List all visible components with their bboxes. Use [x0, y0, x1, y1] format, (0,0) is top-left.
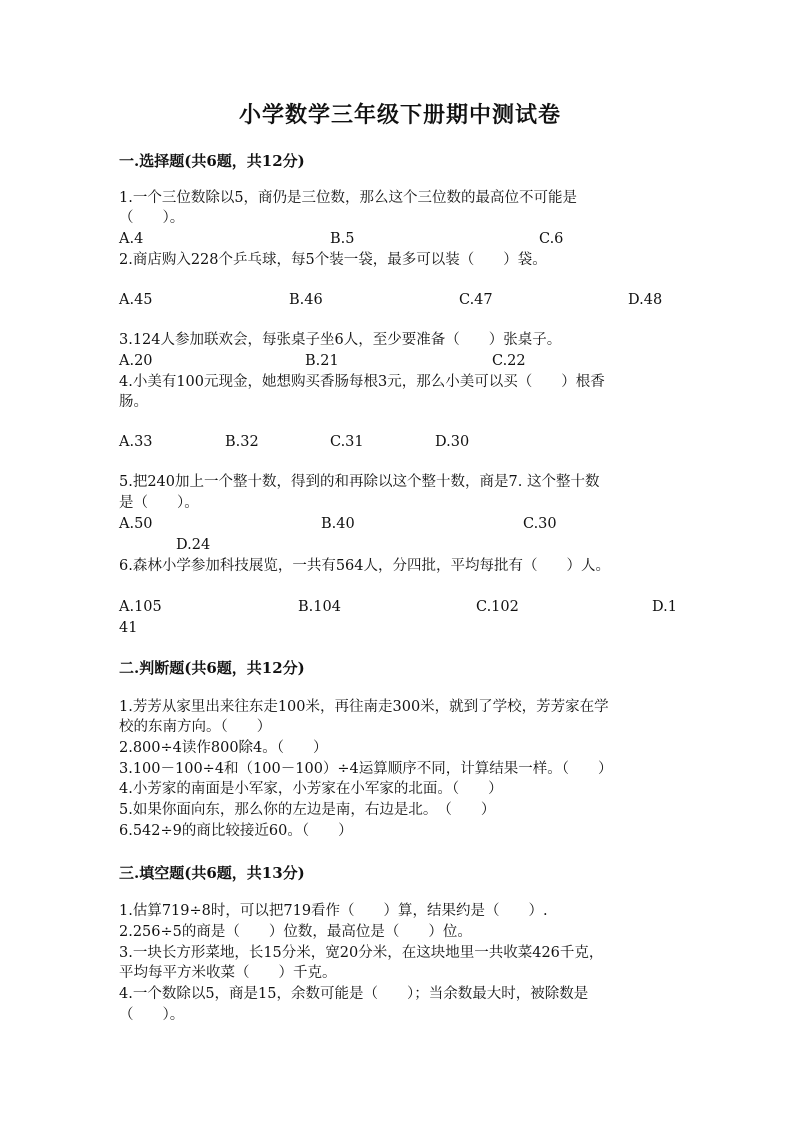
q5-option-d: D.24: [176, 537, 211, 553]
q1-option-a: A.4: [119, 231, 144, 247]
q1-option-c: C.6: [539, 231, 564, 247]
q2-option-d: D.48: [628, 292, 663, 308]
q3-option-c: C.22: [492, 353, 526, 369]
q6-text: 6.森林小学参加科技展览，一共有564人，分四批，平均每批有（ ）人。: [119, 558, 611, 574]
q2-option-c: C.47: [459, 292, 493, 308]
fill-4-cont: （ ）。: [119, 1007, 185, 1023]
section-heading-judge: 二.判断题(共6题，共12分): [119, 659, 305, 677]
q5-option-b: B.40: [321, 516, 355, 532]
q6-option-a: A.105: [119, 599, 162, 615]
q6-option-c: C.102: [476, 599, 519, 615]
judge-4: 4.小芳家的南面是小军家，小芳家在小军家的北面。（ ）: [119, 781, 503, 797]
q6-option-b: B.104: [298, 599, 341, 615]
q4-option-a: A.33: [119, 434, 153, 450]
q4-text-cont: 肠。: [119, 394, 148, 410]
judge-6: 6.542÷9的商比较接近60。（ ）: [119, 823, 353, 839]
fill-1: 1.估算719÷8时，可以把719看作（ ）算，结果约是（ ）.: [119, 903, 548, 919]
judge-1-cont: 校的东南方向。（ ）: [119, 719, 272, 735]
q5-text: 5.把240加上一个整十数，得到的和再除以这个整十数，商是7. 这个整十数: [119, 474, 600, 490]
section-heading-choice: 一.选择题(共6题，共12分): [119, 152, 305, 170]
q1-text: 1.一个三位数除以5，商仍是三位数，那么这个三位数的最高位不可能是: [119, 190, 578, 206]
q3-option-b: B.21: [305, 353, 339, 369]
q4-option-b: B.32: [225, 434, 259, 450]
fill-2: 2.256÷5的商是（ ）位数，最高位是（ ）位。: [119, 924, 472, 940]
judge-3: 3.100－100÷4和（100－100）÷4运算顺序不同，计算结果一样。（ ）: [119, 761, 613, 777]
fill-3-cont: 平均每平方米收菜（ ）千克。: [119, 965, 337, 981]
judge-2: 2.800÷4读作800除4。（ ）: [119, 740, 328, 756]
q1-option-b: B.5: [330, 231, 355, 247]
q3-option-a: A.20: [119, 353, 153, 369]
q5-option-a: A.50: [119, 516, 153, 532]
fill-4: 4.一个数除以5，商是15，余数可能是（ ）；当余数最大时，被除数是: [119, 986, 589, 1002]
q4-option-d: D.30: [435, 434, 470, 450]
judge-5: 5.如果你面向东，那么你的左边是南，右边是北。 （ ）: [119, 802, 496, 818]
q5-option-c: C.30: [523, 516, 557, 532]
q2-option-b: B.46: [289, 292, 323, 308]
q2-text: 2.商店购入228个乒乓球，每5个装一袋，最多可以装（ ）袋。: [119, 252, 547, 268]
q6-option-d-cont: 41: [119, 620, 138, 636]
fill-3: 3.一块长方形菜地，长15分米，宽20分米，在这块地里一共收菜426千克，: [119, 945, 604, 961]
exam-title: 小学数学三年级下册期中测试卷: [238, 102, 561, 128]
q2-option-a: A.45: [119, 292, 153, 308]
q3-text: 3.124人参加联欢会，每张桌子坐6人，至少要准备（ ）张桌子。: [119, 332, 562, 348]
q5-text-cont: 是（ ）。: [119, 495, 199, 511]
q4-option-c: C.31: [330, 434, 364, 450]
judge-1: 1.芳芳从家里出来往东走100米，再往南走300米，就到了学校，芳芳家在学: [119, 699, 609, 715]
section-heading-fill: 三.填空题(共6题，共13分): [119, 864, 305, 882]
q6-option-d: D.1: [652, 599, 677, 615]
q1-text-cont: （ ）。: [119, 210, 185, 226]
q4-text: 4.小美有100元现金，她想购买香肠每根3元，那么小美可以买（ ）根香: [119, 374, 605, 390]
